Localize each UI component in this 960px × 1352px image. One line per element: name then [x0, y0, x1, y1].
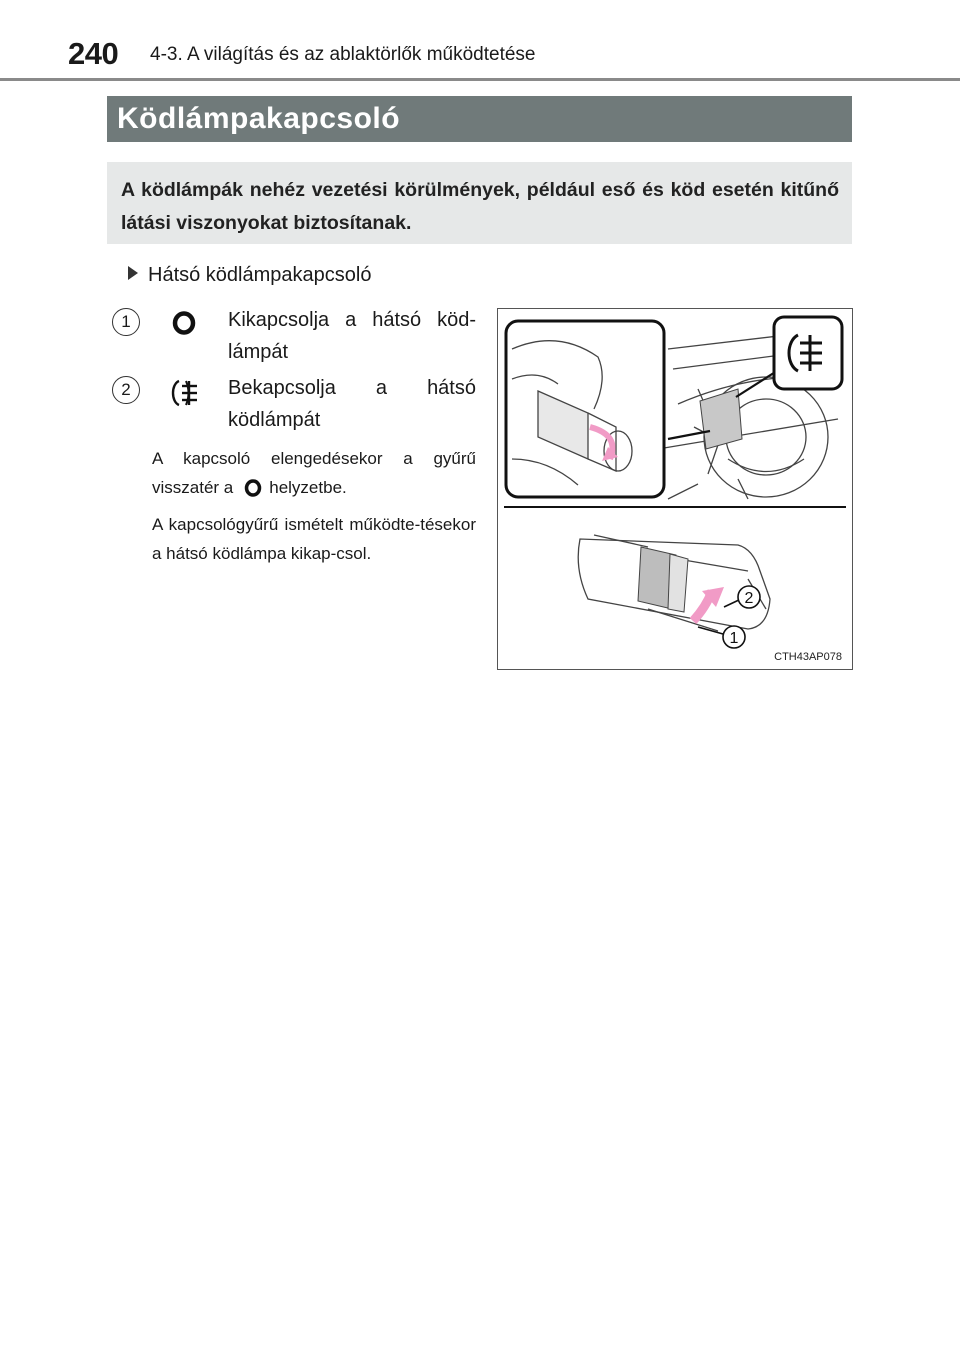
- subheading-text: Hátsó ködlámpakapcsoló: [148, 264, 372, 286]
- item-text: Bekapcsolja a hátsó ködlámpát: [228, 377, 476, 431]
- switch-illustration: [497, 308, 853, 670]
- fog-off-ring-icon: [170, 310, 198, 336]
- rear-fog-lamp-icon: [170, 378, 204, 408]
- page-number: 240: [68, 36, 119, 71]
- fog-off-ring-icon: [243, 478, 263, 498]
- intro-text: A ködlámpák nehéz vezetési körülmények, például eső és köd esetén kitűnő látási viszonyokat biztosítanak.: [121, 179, 839, 234]
- item-number: 1: [112, 308, 140, 336]
- item-number: 2: [112, 376, 140, 404]
- intro-box: [107, 162, 852, 244]
- item-text: Kikapcsolja a hátsó köd-lámpát: [228, 309, 476, 363]
- note-1: [152, 444, 476, 502]
- figure-code: CTH43AP078: [774, 651, 842, 663]
- callout-1-label: 1: [729, 630, 739, 647]
- callout-2-label: 2: [744, 590, 754, 607]
- note-1-before: A kapcsoló elengedésekor a gyűrű visszatér a: [152, 449, 476, 497]
- note-1-after: helyzetbe.: [269, 478, 347, 497]
- note-2: A kapcsológyűrű ismételt működte-tésekor a hátsó ködlámpa kikap-csol.: [152, 515, 476, 563]
- header-divider: [0, 78, 960, 81]
- triangle-bullet-icon: [128, 266, 138, 280]
- illustration-drawing: [498, 309, 852, 669]
- subheading: [128, 264, 371, 287]
- page-title: Ködlámpakapcsoló: [117, 102, 401, 135]
- section-header: 4-3. A világítás és az ablaktörlők működtetése: [150, 44, 536, 65]
- title-bar: [107, 96, 852, 142]
